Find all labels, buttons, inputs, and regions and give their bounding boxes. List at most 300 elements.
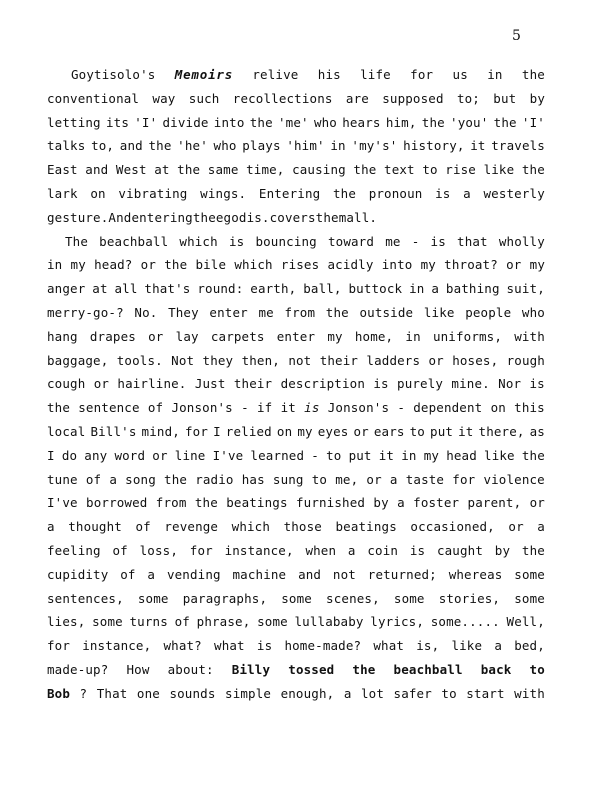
word: 'you' [450,114,489,130]
word: in [409,281,425,297]
word: like [483,162,515,178]
text-line [47,682,545,706]
word: it [280,400,296,416]
word: outside [359,304,414,320]
word: East [47,162,78,178]
word: and [85,162,109,178]
word: the [421,114,445,130]
word: one [136,685,160,701]
word: the [521,447,545,463]
text-line [47,63,545,87]
text-line [47,182,545,206]
word: furnished [295,495,366,511]
word: supposed [382,90,444,106]
word: on [276,423,293,439]
text-line [47,301,545,325]
word: parent, [467,495,522,511]
text-line [47,277,545,301]
word: anger [47,281,86,297]
word: home, [354,328,394,344]
word: some [514,566,545,582]
text-line [47,587,545,611]
word: into [213,114,245,130]
word: such [188,90,220,106]
word: on [490,400,506,416]
word: some [137,590,169,606]
text-line [47,420,545,444]
text-line [47,253,545,277]
word: of [147,400,164,416]
word: vibrating [118,185,188,201]
word: Memoirs [174,67,234,82]
word: they [202,352,234,368]
word: him, [385,114,417,130]
text-line [47,206,545,230]
word: the [164,471,188,487]
word: 'he' [177,138,208,154]
word: lark [47,185,78,201]
word: or [508,519,524,535]
word: buttock [348,281,403,297]
word: what [214,638,245,654]
word: I've [212,447,244,463]
word: eyes [317,423,349,439]
word: I've [47,495,78,511]
word: hairline. [117,376,187,392]
word: a [47,519,55,535]
word: me [385,233,401,249]
word: head? [94,257,133,273]
word: what [373,638,405,654]
word: a [109,471,118,487]
word: Well, [506,614,545,630]
word: sung [272,471,304,487]
word: a [431,281,440,297]
word: returned; [367,566,437,582]
word: those [283,519,322,535]
word: recollections [232,90,333,106]
word: it [378,447,395,463]
word: taste [405,471,445,487]
word: enter [276,328,316,344]
word: wholly [498,233,545,249]
text-line [47,134,545,158]
word: with [514,685,545,701]
word: No. [134,304,158,320]
word: the [521,67,545,82]
word: or [428,352,444,368]
word: my [529,257,545,273]
word: for [47,638,71,654]
word: then, [241,352,280,368]
word: ? [79,685,88,701]
word: bile [195,257,227,273]
text-line [47,325,545,349]
word: dependent [413,400,483,416]
word: 'him' [286,138,325,154]
word: who [313,114,337,130]
word: hears [342,114,381,130]
word: the [148,138,172,154]
word: Not [171,352,195,368]
word: to; [456,90,480,106]
word: cupidity [47,566,109,582]
word: is [304,400,320,416]
word: some [514,590,545,606]
word: vending [166,566,221,582]
text-line [47,158,545,182]
word: causing [292,162,346,178]
word: and [298,566,322,582]
text-line [47,658,545,682]
word: my [423,447,440,463]
word: a [147,566,156,582]
word: Nor [498,376,522,392]
word: instance, [224,542,294,558]
word: stories, [438,590,501,606]
word: ladders [366,352,421,368]
word: text [384,162,415,178]
word: beachball [393,661,463,677]
text-line [47,349,545,373]
word: acidly [327,257,374,273]
word: throat? [444,257,498,273]
word: some [393,590,425,606]
word: or [148,328,164,344]
word: or [529,495,545,511]
word: of [85,471,102,487]
word: or [506,257,522,273]
word: sentence [78,400,140,416]
word: mind, [141,423,180,439]
word: the [192,209,216,225]
word: a [537,519,545,535]
word: at [154,162,170,178]
word: the [194,495,218,511]
word: do [61,447,78,463]
word: letting [47,114,101,130]
word: which [234,257,273,273]
word: foster [413,495,460,511]
word: is [430,233,446,249]
word: some [92,614,123,630]
word: phrase, [196,614,251,630]
word: not [332,566,356,582]
word: my [420,257,436,273]
word: turns [129,614,168,630]
word: Bob [47,685,71,701]
word: not [288,352,312,368]
word: song [125,471,156,487]
word: dis.covers [238,209,316,225]
word: lyrics, [370,614,425,630]
word: rises [280,257,320,273]
word: are [345,90,369,106]
word: my [297,423,313,439]
word: a [463,185,471,201]
word: this [514,400,545,416]
word: on [90,185,106,201]
word: hoses, [452,352,499,368]
word: enter [209,304,248,320]
text-line [47,468,545,492]
word: is [435,185,451,201]
word: way [152,90,176,106]
word: coin [367,542,399,558]
text-line [47,563,545,587]
word: Entering [258,185,321,201]
text-line [47,230,545,254]
word: uniforms, [432,328,503,344]
text-line [47,610,545,634]
word: and [119,138,143,154]
word: a [494,638,503,654]
text-line [47,372,545,396]
word: - [241,400,249,416]
word: lullababy [294,614,364,630]
word: that's [144,281,191,297]
word: word [114,447,146,463]
word: but [493,90,517,106]
word: when [305,542,337,558]
word: learned [250,447,305,463]
word: a [343,685,352,701]
word: caught [436,542,484,558]
word: the [164,257,188,273]
word: about: [167,661,214,677]
word: And [108,209,132,225]
word: Bill's [90,423,137,439]
word: gesture. [47,209,109,225]
word: put [348,447,372,463]
text-line [47,111,545,135]
word: I [47,447,55,463]
word: That [96,685,128,701]
word: for [452,471,476,487]
word: violence [483,471,545,487]
word: all. [346,209,378,225]
word: at [92,281,108,297]
word: who [213,138,237,154]
text-line [47,634,545,658]
word: it [458,423,474,439]
word: to [409,423,425,439]
text-line [47,444,545,468]
word: is [373,376,389,392]
word: by [373,495,389,511]
word: paragraphs, [182,590,268,606]
word: their [319,352,359,368]
word: or [152,447,168,463]
word: in [401,447,417,463]
word: to [422,162,438,178]
word: the [353,162,377,178]
word: revenge [164,519,219,535]
word: West [115,162,147,178]
word: pronoun [368,185,423,201]
word: some [257,614,288,630]
word: if [256,400,273,416]
word: beachball [99,233,169,249]
word: to [326,447,342,463]
word: loss, [139,542,179,558]
word: history, [403,138,465,154]
word: I [213,423,221,439]
word: Jonson's [327,400,390,416]
word: from [284,304,316,320]
word: occasioned, [410,519,495,535]
word: people [465,304,512,320]
word: is [256,638,273,654]
word: feeling [47,542,101,558]
word: They [168,304,199,320]
word: for [410,67,434,82]
word: time, [246,162,285,178]
word: for [189,542,213,558]
word: the [332,185,357,201]
word: rise [445,162,476,178]
word: a [347,542,356,558]
word: that [457,233,488,249]
word: rough [506,352,545,368]
word: there, [478,423,525,439]
word: or [353,423,369,439]
word: same [207,162,239,178]
word: 'I' [521,114,545,130]
word: made-up? [47,661,109,677]
word: - [311,447,319,463]
word: talks [47,138,86,154]
word: of [174,614,190,630]
word: beatings [335,519,397,535]
word: carpets [210,328,265,344]
word: for [184,423,209,439]
word: whereas [448,566,503,582]
word: of [112,542,128,558]
word: travels [491,138,545,154]
word: drapes [89,328,136,344]
word: mine. [451,376,490,392]
word: like [423,304,455,320]
word: by [529,90,545,106]
word: or [366,471,382,487]
word: to [311,471,328,487]
word: beatings [226,495,288,511]
word: merry-go-? [47,304,124,320]
word: their [233,376,273,392]
word: 'my's' [351,138,398,154]
word: has [241,471,265,487]
word: like [484,447,515,463]
word: is [409,542,426,558]
word: scenes, [326,590,380,606]
word: from [155,495,187,511]
word: relied [225,423,272,439]
word: simple [225,685,272,701]
word: us [452,67,468,82]
word: home-made? [284,638,362,654]
word: radio [195,471,234,487]
word: of [120,566,136,582]
word: round: [197,281,244,297]
word: description [280,376,366,392]
word: the [352,661,376,677]
word: is [529,376,545,392]
word: or [93,376,110,392]
word: tossed [288,661,335,677]
word: in [487,67,503,82]
word: bed, [514,638,545,654]
word: Jonson's [171,400,233,416]
word: Just [194,376,226,392]
page-number: 5 [512,28,521,44]
word: 'I' [134,114,158,130]
word: what? [163,638,202,654]
word: safer [393,685,432,701]
word: machine [232,566,287,582]
word: a [397,495,405,511]
word: purely [397,376,444,392]
word: suit, [506,281,545,297]
word: ego [215,209,239,225]
word: plays [242,138,281,154]
word: is, [416,638,440,654]
word: the [493,114,517,130]
word: How [126,661,150,677]
word: line [174,447,206,463]
word: put [430,423,454,439]
word: as [529,423,545,439]
word: cough [47,376,86,392]
word: to [529,661,545,677]
word: which [231,519,271,535]
word: - [397,400,406,416]
text-line [47,515,545,539]
word: relive [252,67,299,82]
word: sounds [169,685,216,701]
word: the [325,304,349,320]
word: conventional [47,90,140,106]
word: who [521,304,545,320]
word: enough, [280,685,335,701]
word: tools. [116,352,163,368]
word: to [441,685,457,701]
word: divide [162,114,209,130]
word: tune [47,471,78,487]
text-line [47,491,545,515]
word: - [411,233,420,249]
word: earth, [250,281,297,297]
word: of [135,519,151,535]
word: his [317,67,341,82]
word: my [327,328,343,344]
word: with [514,328,545,344]
word: thought [68,519,122,535]
word: borrowed [86,495,148,511]
word: in [330,138,346,154]
word: life [360,67,391,82]
word: the [249,114,273,130]
word: wings. [200,185,247,201]
word: by [494,542,511,558]
word: me [258,304,274,320]
word: some [281,590,312,606]
word: ball, [303,281,342,297]
word: lies, [47,614,86,630]
word: any [84,447,108,463]
word: it [470,138,486,154]
word: into [381,257,413,273]
